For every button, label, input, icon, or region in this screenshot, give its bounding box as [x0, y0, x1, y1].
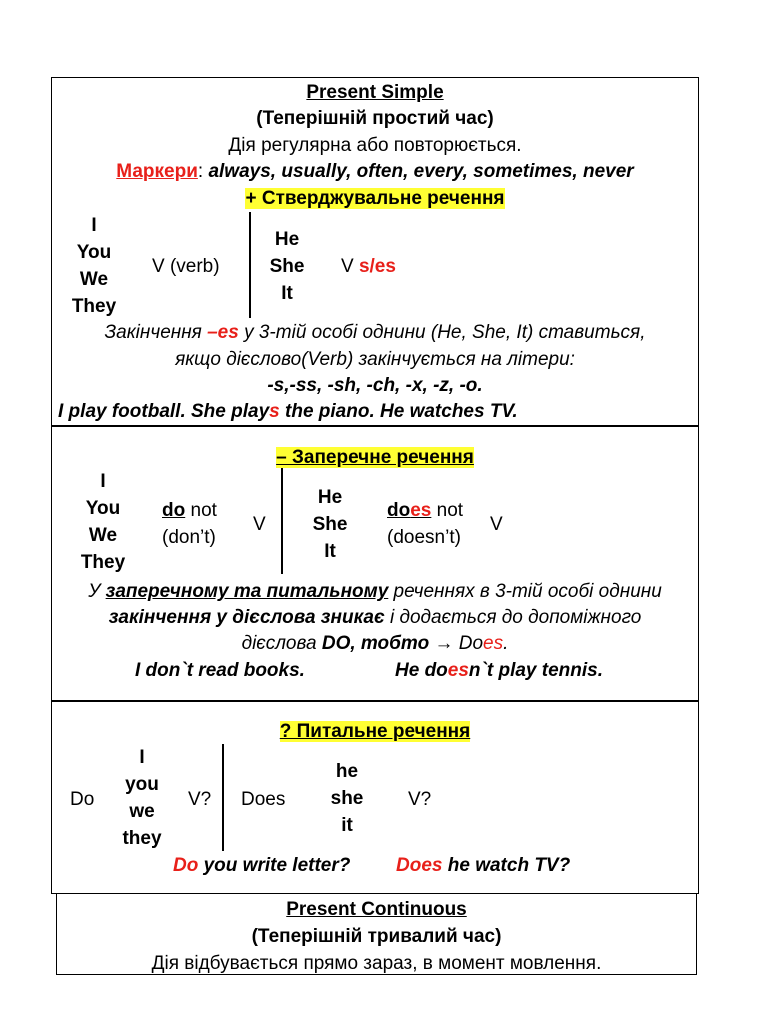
- present-simple-subtitle: (Теперішній простий час): [256, 108, 494, 129]
- negative-note-line2: [52, 608, 698, 627]
- present-continuous-title: Present Continuous: [286, 899, 467, 920]
- example-s: s: [269, 401, 280, 422]
- example-aux: Does: [396, 855, 443, 876]
- affirmative-letters: -s,-ss, -sh, -ch, -x, -z, -o.: [267, 375, 483, 396]
- question-verb-left: V?: [188, 789, 212, 810]
- arrow-icon: →: [429, 633, 459, 654]
- note-es: es: [483, 633, 504, 654]
- negative-divider: [281, 468, 283, 574]
- pronoun: You: [76, 242, 112, 263]
- aux-do: do: [162, 500, 186, 521]
- pronoun: I: [139, 747, 145, 768]
- rule-text: у 3-тій особі однини (He, She, It) ставиться,: [238, 322, 646, 343]
- example-text: I play football. She play: [58, 401, 270, 422]
- present-continuous-subtitle: (Теперішній тривалий час): [251, 926, 502, 947]
- affirmative-verb-right: [341, 257, 396, 276]
- example-text: He do: [395, 660, 448, 681]
- negative-pronouns-right: [295, 484, 365, 565]
- aux-not: not: [431, 500, 464, 521]
- pronoun: you: [125, 774, 159, 795]
- markers-line: [52, 162, 698, 181]
- negative-verb-left: V: [253, 514, 266, 535]
- rule-text: Закінчення: [104, 322, 208, 343]
- present-simple-title: Present Simple: [306, 82, 444, 103]
- note-text: У: [88, 581, 106, 602]
- pronoun: It: [281, 283, 293, 304]
- rule-es: –es: [207, 322, 239, 343]
- markers-list: always, usually, often, every, sometimes, never: [208, 161, 634, 182]
- markers-label: Маркери: [116, 161, 198, 182]
- negative-note-line1: [52, 582, 698, 601]
- pronoun: I: [100, 471, 106, 492]
- pronoun: he: [335, 761, 359, 782]
- affirmative-header: + Стверджувальне речення: [245, 188, 505, 209]
- pronoun: I: [91, 215, 97, 236]
- question-example1: [173, 856, 350, 875]
- aux-does-es: es: [410, 500, 432, 521]
- present-continuous-description: Дія відбувається прямо зараз, в момент мовлення.: [151, 953, 602, 974]
- negative-aux-does: [387, 501, 463, 520]
- pronoun: she: [330, 788, 364, 809]
- pronoun: He: [317, 487, 343, 508]
- aux-does-do: do: [387, 500, 411, 521]
- affirmative-rule-line2: якщо дієслово(Verb) закінчується на літери:: [175, 349, 575, 370]
- verb-suffix: s/es: [358, 256, 396, 277]
- question-example2: [396, 856, 570, 875]
- pronoun: They: [80, 552, 126, 573]
- question-header-wrap: [52, 722, 698, 741]
- example-es: es: [447, 660, 469, 681]
- negative-aux-doesnt: (doesn’t): [387, 527, 461, 548]
- negative-box: [51, 425, 699, 702]
- pronoun: She: [269, 256, 305, 277]
- note-text: реченнях в 3-тій особі однини: [388, 581, 662, 602]
- negative-verb-right: V: [490, 514, 503, 535]
- example-text: the piano. He watches TV.: [279, 401, 518, 422]
- example-text: he watch TV?: [442, 855, 571, 876]
- question-divider: [222, 744, 224, 851]
- negative-example1: I don`t read books.: [135, 660, 305, 681]
- pronoun: We: [88, 525, 118, 546]
- pronoun: He: [274, 229, 300, 250]
- pronoun: It: [324, 541, 336, 562]
- pronoun: we: [129, 801, 155, 822]
- note-emph: DO, тобто: [321, 633, 430, 654]
- verb-v: V: [341, 256, 359, 277]
- question-do: Do: [70, 789, 95, 810]
- pronoun: They: [71, 296, 117, 317]
- negative-example2: [395, 661, 603, 680]
- markers-sep: :: [197, 161, 204, 182]
- example-text: n`t play tennis.: [468, 660, 603, 681]
- negative-aux-do: [162, 501, 217, 520]
- example-aux: Do: [173, 855, 199, 876]
- aux-does: [387, 500, 431, 521]
- present-continuous-box: [56, 893, 697, 975]
- affirmative-example: [58, 402, 518, 421]
- affirmative-pronouns-right: [257, 226, 317, 307]
- note-emph: заперечному та питальному: [105, 581, 389, 602]
- question-box: [51, 700, 699, 894]
- example-text: you write letter?: [198, 855, 351, 876]
- note-emph: закінчення у дієслова зникає: [108, 607, 385, 628]
- affirmative-header-wrap: [52, 189, 698, 208]
- negative-header-wrap: [52, 448, 698, 467]
- present-simple-description: Дія регулярна або повторюється.: [228, 135, 522, 156]
- question-pronouns-right: [317, 758, 377, 839]
- pronoun: You: [85, 498, 121, 519]
- present-simple-affirmative-box: [51, 77, 699, 427]
- aux-not: not: [185, 500, 217, 521]
- negative-note-line3: [52, 634, 698, 653]
- pronoun: they: [122, 828, 162, 849]
- affirmative-rule-line1: [52, 323, 698, 342]
- negative-pronouns-left: [68, 468, 138, 576]
- affirmative-divider: [249, 212, 251, 318]
- negative-aux-dont: (don’t): [162, 527, 216, 548]
- pronoun: She: [312, 514, 348, 535]
- note-text: дієслова: [241, 633, 322, 654]
- affirmative-verb-left: V (verb): [152, 256, 220, 277]
- question-does: Does: [241, 789, 286, 810]
- affirmative-pronouns-left: [64, 212, 124, 320]
- note-do: Do: [458, 633, 484, 654]
- pronoun: We: [79, 269, 109, 290]
- note-text: і додається до допоміжного: [384, 607, 642, 628]
- negative-header: – Заперечне речення: [276, 447, 474, 468]
- question-header: ? Питальне речення: [279, 721, 471, 742]
- note-dot: .: [503, 633, 509, 654]
- question-pronouns-left: [112, 744, 172, 852]
- pronoun: it: [341, 815, 353, 836]
- question-verb-right: V?: [408, 789, 432, 810]
